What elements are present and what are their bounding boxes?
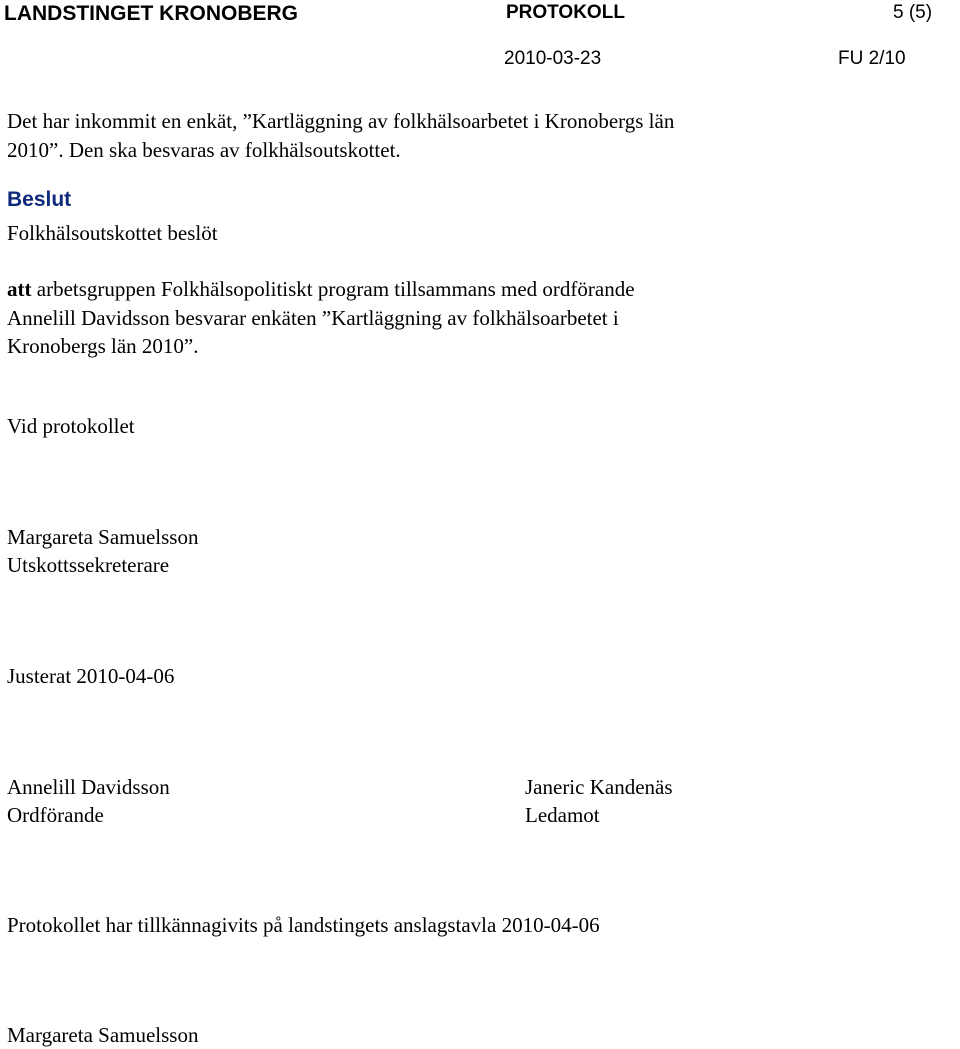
decision-paragraph xyxy=(7,275,635,361)
att-keyword: att xyxy=(7,277,32,301)
decision-line-1 xyxy=(7,275,635,304)
signatory-role-2: Ledamot xyxy=(525,803,600,827)
announcement-text: Protokollet har tillkännagivits på landstingets anslagstavla 2010-04-06 xyxy=(7,913,600,937)
secretary-title: Utskottssekreterare xyxy=(7,553,170,577)
recorded-by-label: Vid protokollet xyxy=(7,414,135,438)
document-type: PROTOKOLL xyxy=(506,2,625,23)
organization-name: LANDSTINGET KRONOBERG xyxy=(4,2,298,25)
page-number: 5 (5) xyxy=(893,2,933,23)
signatory-role-1: Ordförande xyxy=(7,803,104,827)
decision-heading: Beslut xyxy=(7,188,72,211)
decision-line-2: Annelill Davidsson besvarar enkäten ”Kartläggning av folkhälsoarbetet i xyxy=(7,305,619,330)
decision-line-1-rest: arbetsgruppen Folkhälsopolitiskt program tillsammans med ordförande xyxy=(31,277,635,301)
meeting-date: 2010-03-23 xyxy=(504,48,602,69)
decision-subheading: Folkhälsoutskottet beslöt xyxy=(7,221,218,245)
signatory-name-1: Annelill Davidsson xyxy=(7,775,170,799)
intro-line-2: 2010”. Den ska besvaras av folkhälsoutskottet. xyxy=(7,137,401,162)
announcement-signer: Margareta Samuelsson xyxy=(7,1023,199,1047)
verified-date: Justerat 2010-04-06 xyxy=(7,664,175,688)
signatory-name-2: Janeric Kandenäs xyxy=(525,775,673,799)
intro-line-1: Det har inkommit en enkät, ”Kartläggning av folkhälsoarbetet i Kronobergs län xyxy=(7,109,675,133)
document-reference: FU 2/10 xyxy=(838,48,906,69)
decision-line-3: Kronobergs län 2010”. xyxy=(7,334,199,358)
intro-paragraph xyxy=(7,107,674,164)
secretary-name: Margareta Samuelsson xyxy=(7,525,199,549)
